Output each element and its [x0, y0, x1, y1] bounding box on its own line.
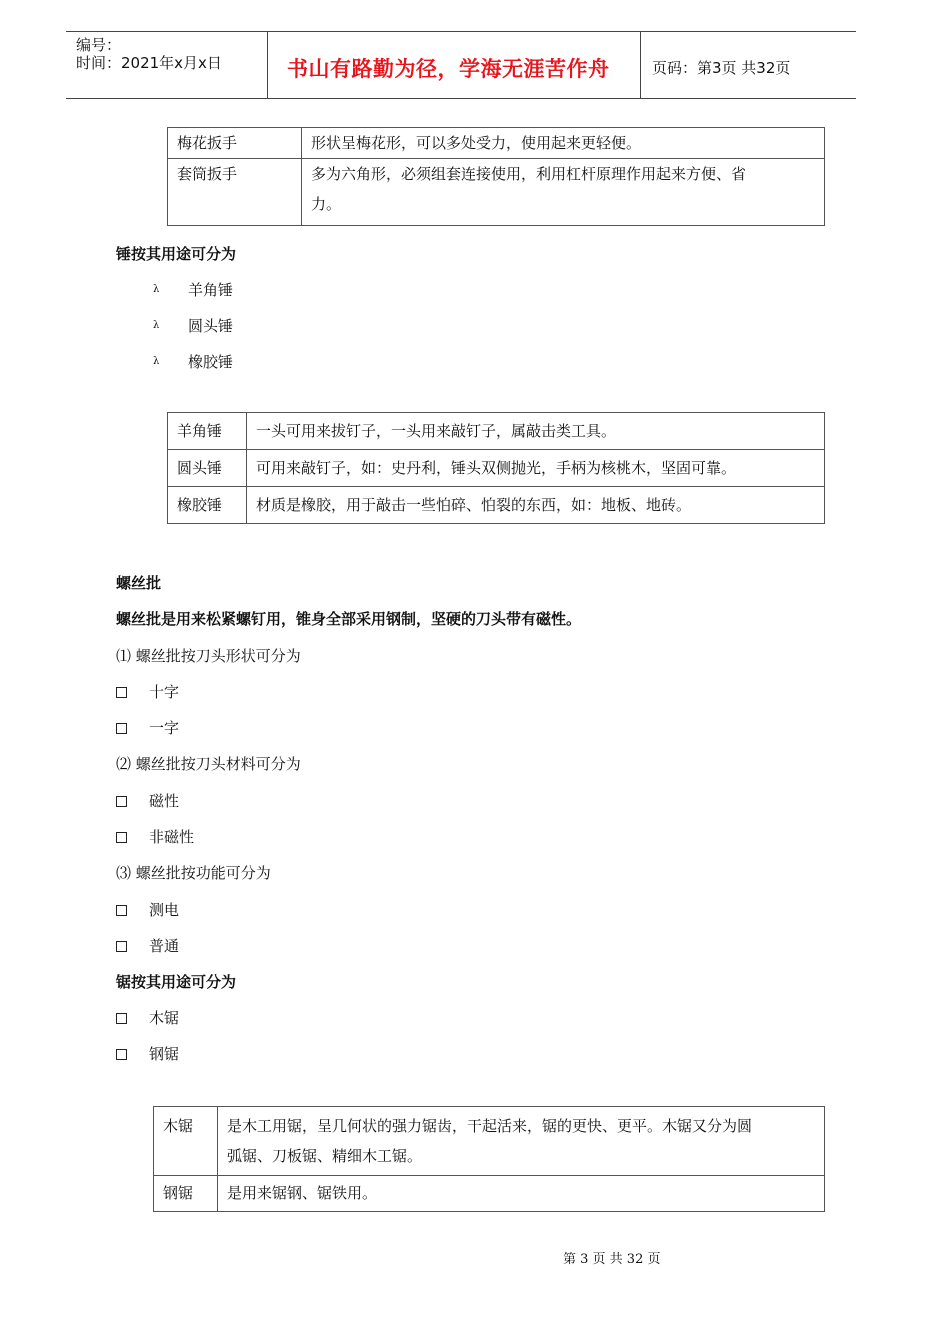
- checkbox-square-icon: [116, 796, 127, 807]
- list-item: 圆头锤: [188, 317, 234, 335]
- hammer-table: [167, 412, 825, 524]
- list-item: 测电: [149, 901, 180, 919]
- screwdriver-intro: 螺丝批是用来松紧螺钉用，锥身全部采用钢制，坚硬的刀头带有磁性。: [116, 610, 582, 628]
- hammer-heading: 锤按其用途可分为: [116, 245, 237, 263]
- header-bottom-rule: [66, 98, 856, 99]
- saw-table: [153, 1106, 825, 1212]
- table-cell-name: 套筒扳手: [168, 159, 302, 226]
- table-cell-desc: 一头可用来拔钉子，一头用来敲钉子，属敲击类工具。: [247, 413, 825, 450]
- list-item: 十字: [149, 683, 180, 701]
- group-label: ⑴ 螺丝批按刀头形状可分为: [116, 647, 301, 665]
- header-divider-2: [640, 31, 641, 99]
- checkbox-square-icon: [116, 687, 127, 698]
- list-item: 羊角锤: [188, 281, 234, 299]
- table-row: [154, 1107, 825, 1176]
- table-cell-name: 梅花扳手: [168, 128, 302, 159]
- list-item: 磁性: [149, 792, 180, 810]
- table-cell-name: 木锯: [154, 1107, 218, 1176]
- checkbox-square-icon: [116, 832, 127, 843]
- table-cell-name: 圆头锤: [168, 450, 247, 487]
- header-time-label: 时间：2021年x月x日: [76, 54, 222, 72]
- checkbox-square-icon: [116, 1013, 127, 1024]
- bullet-symbol: λ: [153, 320, 160, 331]
- list-item: 木锯: [149, 1009, 180, 1027]
- header-top-rule: [66, 31, 856, 32]
- table-cell-name: 钢锯: [154, 1176, 218, 1212]
- bullet-symbol: λ: [153, 356, 160, 367]
- table-cell-desc: 形状呈梅花形，可以多处受力，使用起来更轻便。: [302, 128, 825, 159]
- table-row: [168, 413, 825, 450]
- list-item: 一字: [149, 719, 180, 737]
- header-code-label: 编号：: [76, 36, 122, 54]
- checkbox-square-icon: [116, 905, 127, 916]
- page-footer: 第 3 页 共 32 页: [563, 1252, 661, 1267]
- table-row: [168, 159, 825, 226]
- table-cell-desc: 是木工用锯，呈几何状的强力锯齿，干起活来，锯的更快、更平。木锯又分为圆 弧锯、刀板锯、精细木工锯。: [218, 1107, 825, 1176]
- screwdriver-title: 螺丝批: [116, 574, 162, 592]
- checkbox-square-icon: [116, 1049, 127, 1060]
- header-divider-1: [267, 31, 268, 99]
- saw-heading: 锯按其用途可分为: [116, 973, 237, 991]
- group-label: ⑵ 螺丝批按刀头材料可分为: [116, 755, 301, 773]
- table-row: [154, 1176, 825, 1212]
- table-row: [168, 487, 825, 524]
- table-cell-desc: 多为六角形，必须组套连接使用，利用杠杆原理作用起来方便、省 力。: [302, 159, 825, 226]
- header-motto: 书山有路勤为径，学海无涯苦作舟: [287, 57, 610, 81]
- table-cell-name: 羊角锤: [168, 413, 247, 450]
- table-cell-desc: 可用来敲钉子，如：史丹利，锤头双侧抛光，手柄为核桃木，坚固可靠。: [247, 450, 825, 487]
- table-cell-name: 橡胶锤: [168, 487, 247, 524]
- wrench-table: [167, 127, 825, 226]
- list-item: 钢锯: [149, 1045, 180, 1063]
- header-page-label: 页码：第3页 共32页: [652, 59, 791, 77]
- table-row: [168, 450, 825, 487]
- checkbox-square-icon: [116, 941, 127, 952]
- table-cell-desc: 材质是橡胶，用于敲击一些怕碎、怕裂的东西，如：地板、地砖。: [247, 487, 825, 524]
- list-item: 普通: [149, 937, 180, 955]
- list-item: 橡胶锤: [188, 353, 234, 371]
- table-cell-desc: 是用来锯钢、锯铁用。: [218, 1176, 825, 1212]
- list-item: 非磁性: [149, 828, 195, 846]
- checkbox-square-icon: [116, 723, 127, 734]
- table-row: [168, 128, 825, 159]
- group-label: ⑶ 螺丝批按功能可分为: [116, 864, 271, 882]
- bullet-symbol: λ: [153, 284, 160, 295]
